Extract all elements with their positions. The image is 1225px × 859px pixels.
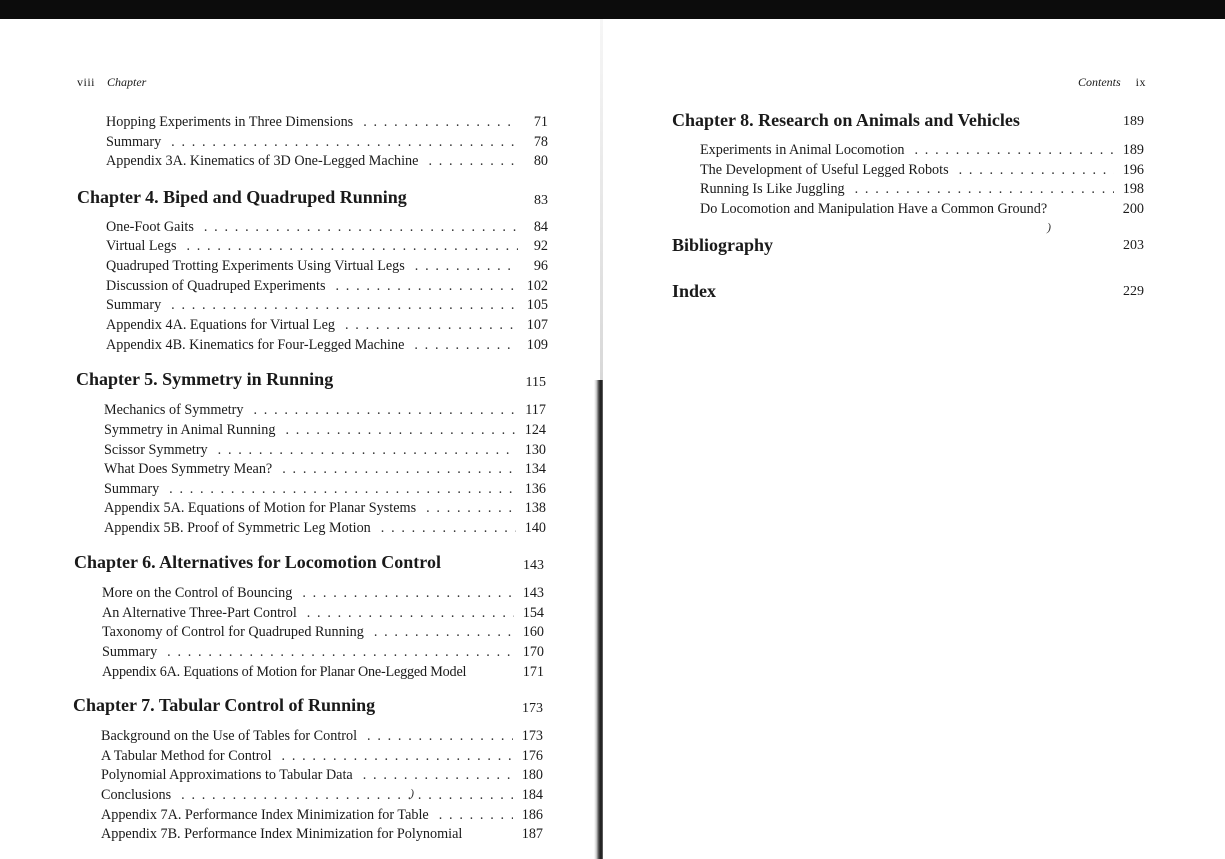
toc-entry[interactable]	[104, 461, 546, 481]
toc-entry-title: Appendix 5A. Equations of Motion for Planar Systems	[104, 500, 417, 516]
toc-entry-title: Background on the Use of Tables for Control	[101, 728, 358, 744]
leader-dots	[353, 114, 518, 131]
toc-entry[interactable]	[102, 624, 544, 644]
toc-entry[interactable]	[700, 181, 1144, 201]
right-running-title: Contents	[1077, 75, 1121, 89]
leader-dots	[845, 181, 1114, 198]
toc-entry-page: 187	[521, 826, 543, 842]
leader-dots	[272, 461, 516, 478]
toc-entry-title: More on the Control of Bouncing	[102, 585, 293, 601]
toc-entry-page: 71	[533, 114, 548, 130]
toc-entry-page: 154	[522, 605, 544, 621]
toc-entry[interactable]	[101, 787, 543, 807]
toc-entry[interactable]	[106, 337, 548, 357]
toc-entry-title: Running Is Like Juggling	[700, 181, 845, 197]
toc-entry[interactable]	[104, 520, 546, 540]
index-heading[interactable]: Index	[672, 281, 717, 301]
leader-dots	[292, 585, 514, 602]
scan-speck: )	[410, 786, 414, 800]
scan-top-border	[0, 0, 1225, 19]
leader-dots	[157, 644, 514, 661]
leader-dots	[418, 153, 518, 170]
toc-entry-page: 200	[1122, 201, 1144, 217]
leader-dots	[208, 442, 516, 459]
toc-entry[interactable]	[106, 114, 548, 134]
leader-dots	[404, 337, 518, 354]
toc-entry[interactable]	[106, 134, 548, 154]
toc-entry-page: 196	[1122, 162, 1144, 178]
chapter-page: 115	[525, 375, 546, 390]
chapter-heading[interactable]: Chapter 6. Alternatives for Locomotion Control	[74, 552, 441, 572]
toc-entry[interactable]	[101, 748, 543, 768]
toc-entry-page: 124	[524, 422, 546, 438]
leader-dots	[949, 162, 1114, 179]
toc-entry-page: 143	[522, 585, 544, 601]
leader-dots	[161, 297, 518, 314]
toc-entry-title: Appendix 4A. Equations for Virtual Leg	[106, 317, 335, 333]
leader-dots	[357, 728, 513, 745]
toc-entry[interactable]	[102, 664, 544, 684]
toc-entry-page: 140	[524, 520, 546, 536]
toc-entry-page: 109	[526, 337, 548, 353]
toc-entry[interactable]	[700, 162, 1144, 182]
toc-entry-title: A Tabular Method for Control	[101, 748, 272, 764]
toc-entry-page: 92	[533, 238, 548, 254]
toc-entry[interactable]	[104, 481, 546, 501]
toc-entry[interactable]	[106, 258, 548, 278]
chapter-page: 83	[534, 193, 548, 208]
chapter-heading[interactable]: Chapter 7. Tabular Control of Running	[73, 695, 376, 715]
toc-entry-page: 134	[524, 461, 546, 477]
leader-dots	[335, 317, 518, 334]
toc-entry-page: 117	[525, 402, 546, 418]
toc-entry-title: Taxonomy of Control for Quadruped Running	[102, 624, 364, 640]
toc-entry-page: 173	[521, 728, 543, 744]
toc-entry-title: Summary	[106, 134, 162, 150]
toc-entry-page: 170	[522, 644, 544, 660]
toc-entry-page: 184	[521, 787, 543, 803]
toc-entry-title: Appendix 7B. Performance Index Minimization for Polynomial	[101, 826, 463, 842]
toc-entry-page: 130	[524, 442, 546, 458]
toc-entry[interactable]	[700, 142, 1144, 162]
toc-entry-page: 80	[533, 153, 548, 169]
left-running-title: Chapter	[107, 75, 147, 89]
leader-dots	[171, 787, 513, 804]
leader-dots	[405, 258, 518, 275]
leader-dots	[297, 605, 514, 622]
leader-dots	[353, 767, 513, 784]
toc-entry-page: 198	[1122, 181, 1144, 197]
toc-entry[interactable]	[101, 826, 543, 846]
leader-dots	[176, 238, 518, 255]
toc-entry-title: Hopping Experiments in Three Dimensions	[106, 114, 354, 130]
toc-entry[interactable]	[102, 605, 544, 625]
toc-entry-title: Scissor Symmetry	[104, 442, 208, 458]
left-page-header	[77, 75, 146, 90]
toc-entry-title: Experiments in Animal Locomotion	[700, 142, 905, 158]
toc-entry-title: An Alternative Three-Part Control	[102, 605, 297, 621]
toc-entry-title: Polynomial Approximations to Tabular Data	[101, 767, 353, 783]
toc-entry-title: Quadruped Trotting Experiments Using Virtual Legs	[106, 258, 405, 274]
toc-entry-page: 78	[533, 134, 548, 150]
toc-entry[interactable]	[106, 153, 548, 173]
toc-entry-title: Virtual Legs	[106, 238, 177, 254]
toc-entry-title: Appendix 6A. Equations of Motion for Planar One-Legged Model	[102, 664, 467, 680]
leader-dots	[275, 422, 516, 439]
toc-entry-page: 105	[526, 297, 548, 313]
toc-entry-page: 180	[521, 767, 543, 783]
leader-dots	[325, 278, 518, 295]
toc-entry-page: 84	[533, 219, 548, 235]
chapter-page: 189	[1123, 114, 1144, 129]
toc-entry-page: 138	[524, 500, 546, 516]
toc-entry[interactable]	[104, 442, 546, 462]
leader-dots	[272, 748, 513, 765]
chapter-heading[interactable]: Chapter 5. Symmetry in Running	[76, 369, 334, 389]
toc-entry[interactable]	[104, 422, 546, 442]
toc-entry[interactable]	[106, 297, 548, 317]
toc-entry-title: Mechanics of Symmetry	[104, 402, 244, 418]
leader-dots	[416, 500, 516, 517]
index-page: 229	[1123, 284, 1144, 299]
toc-entry-page: 102	[526, 278, 548, 294]
toc-entry-title: What Does Symmetry Mean?	[104, 461, 273, 477]
toc-entry[interactable]	[106, 219, 548, 239]
toc-entry-title: The Development of Useful Legged Robots	[700, 162, 949, 178]
toc-entry[interactable]	[102, 585, 544, 605]
leader-dots	[243, 402, 516, 419]
toc-entry[interactable]	[102, 644, 544, 664]
toc-entry[interactable]	[104, 500, 546, 520]
toc-entry[interactable]	[104, 402, 546, 422]
left-page-number: viii	[77, 75, 96, 89]
toc-entry[interactable]	[101, 807, 543, 827]
toc-entry[interactable]	[106, 317, 548, 337]
toc-entry-page: 176	[521, 748, 543, 764]
toc-entry-title: Discussion of Quadruped Experiments	[106, 278, 326, 294]
chapter-page: 143	[523, 558, 544, 573]
toc-entry-page: 186	[521, 807, 543, 823]
toc-entry-title: Appendix 4B. Kinematics for Four-Legged Machine	[106, 337, 405, 353]
toc-entry[interactable]	[700, 201, 1144, 221]
leader-dots	[194, 219, 518, 236]
leader-dots	[364, 624, 514, 641]
book-gutter-shadow-upper	[600, 19, 603, 380]
book-gutter-shadow	[594, 380, 603, 859]
toc-entry-page: 171	[522, 664, 544, 680]
toc-entry-title: Appendix 5B. Proof of Symmetric Leg Motion	[104, 520, 371, 536]
toc-entry-title: One-Foot Gaits	[106, 219, 194, 235]
toc-entry-title: Do Locomotion and Manipulation Have a Common Ground?	[700, 201, 1048, 217]
scan-speck: )	[1047, 220, 1051, 234]
leader-dots	[161, 134, 518, 151]
leader-dots	[159, 481, 516, 498]
bibliography-heading[interactable]: Bibliography	[672, 235, 774, 255]
toc-entry-page: 96	[533, 258, 548, 274]
bibliography-page: 203	[1123, 238, 1144, 253]
toc-entry-title: Summary	[104, 481, 160, 497]
chapter-page: 173	[522, 701, 543, 716]
toc-entry-page: 160	[522, 624, 544, 640]
toc-entry-title: Summary	[102, 644, 158, 660]
toc-entry[interactable]	[106, 238, 548, 258]
right-page-header	[1000, 75, 1146, 90]
toc-entry-title: Summary	[106, 297, 162, 313]
toc-entry-page: 136	[524, 481, 546, 497]
leader-dots	[429, 807, 513, 824]
chapter-heading[interactable]: Chapter 8. Research on Animals and Vehicles	[672, 110, 1020, 130]
leader-dots	[905, 142, 1114, 159]
toc-entry-page: 107	[526, 317, 548, 333]
toc-entry[interactable]	[101, 767, 543, 787]
toc-entry-title: Conclusions	[101, 787, 172, 803]
toc-entry-page: 189	[1122, 142, 1144, 158]
toc-entry-title: Appendix 3A. Kinematics of 3D One-Legged Machine	[106, 153, 419, 169]
right-page-number: ix	[1135, 75, 1146, 89]
toc-entry[interactable]	[106, 278, 548, 298]
toc-entry[interactable]	[101, 728, 543, 748]
toc-entry-title: Symmetry in Animal Running	[104, 422, 276, 438]
leader-dots	[371, 520, 516, 537]
chapter-heading[interactable]: Chapter 4. Biped and Quadruped Running	[77, 187, 407, 207]
toc-entry-title: Appendix 7A. Performance Index Minimization for Table	[101, 807, 429, 823]
